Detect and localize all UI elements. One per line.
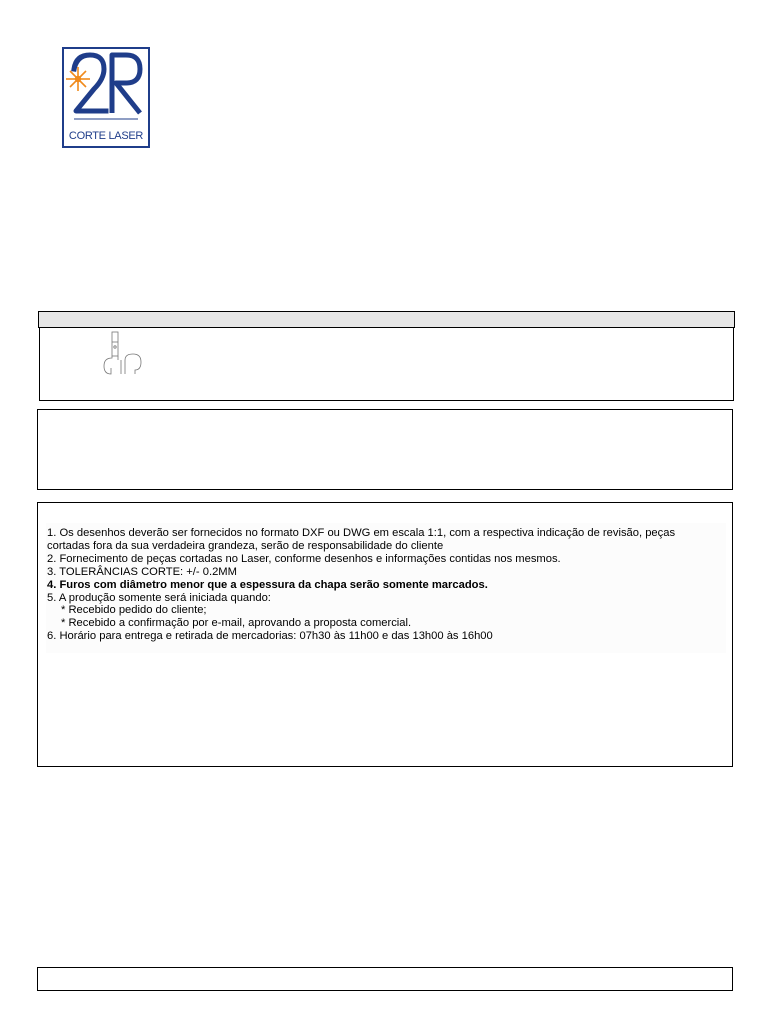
note-subitem: * Recebido a confirmação por e-mail, aprovando a proposta comercial. — [61, 617, 412, 630]
logo-text: CORTE LASER — [68, 130, 144, 142]
part-drawing-icon — [103, 330, 145, 376]
note-line: 2. Fornecimento de peças cortadas no Laser, conforme desenhos e informações contidas nos mesmos. — [47, 552, 561, 565]
section-header-bar — [38, 311, 735, 328]
note-line: 1. Os desenhos deverão ser fornecidos no formato DXF ou DWG em escala 1:1, com a respectiva indicação de revisão, peças — [47, 527, 676, 539]
notes-box — [37, 502, 733, 767]
note-line: 6. Horário para entrega e retirada de mercadorias: 07h30 às 11h00 e das 13h00 às 16h00 — [47, 630, 493, 643]
company-logo — [62, 47, 150, 148]
note-line-bold: 4. Furos com diâmetro menor que a espessura da chapa serão somente marcados. — [47, 578, 488, 591]
note-line: 3. TOLERÂNCIAS CORTE: +/- 0.2MM — [47, 565, 237, 578]
footer-box — [37, 967, 733, 991]
notes-list — [47, 527, 727, 643]
note-line: 5. A produção somente será iniciada quando: — [47, 591, 271, 604]
info-box — [37, 409, 733, 490]
note-subitem: * Recebido pedido do cliente; — [61, 604, 207, 617]
note-line: cortadas fora da sua verdadeira grandeza, serão de responsabilidade do cliente — [47, 539, 444, 552]
part-drawing-box — [39, 327, 734, 401]
